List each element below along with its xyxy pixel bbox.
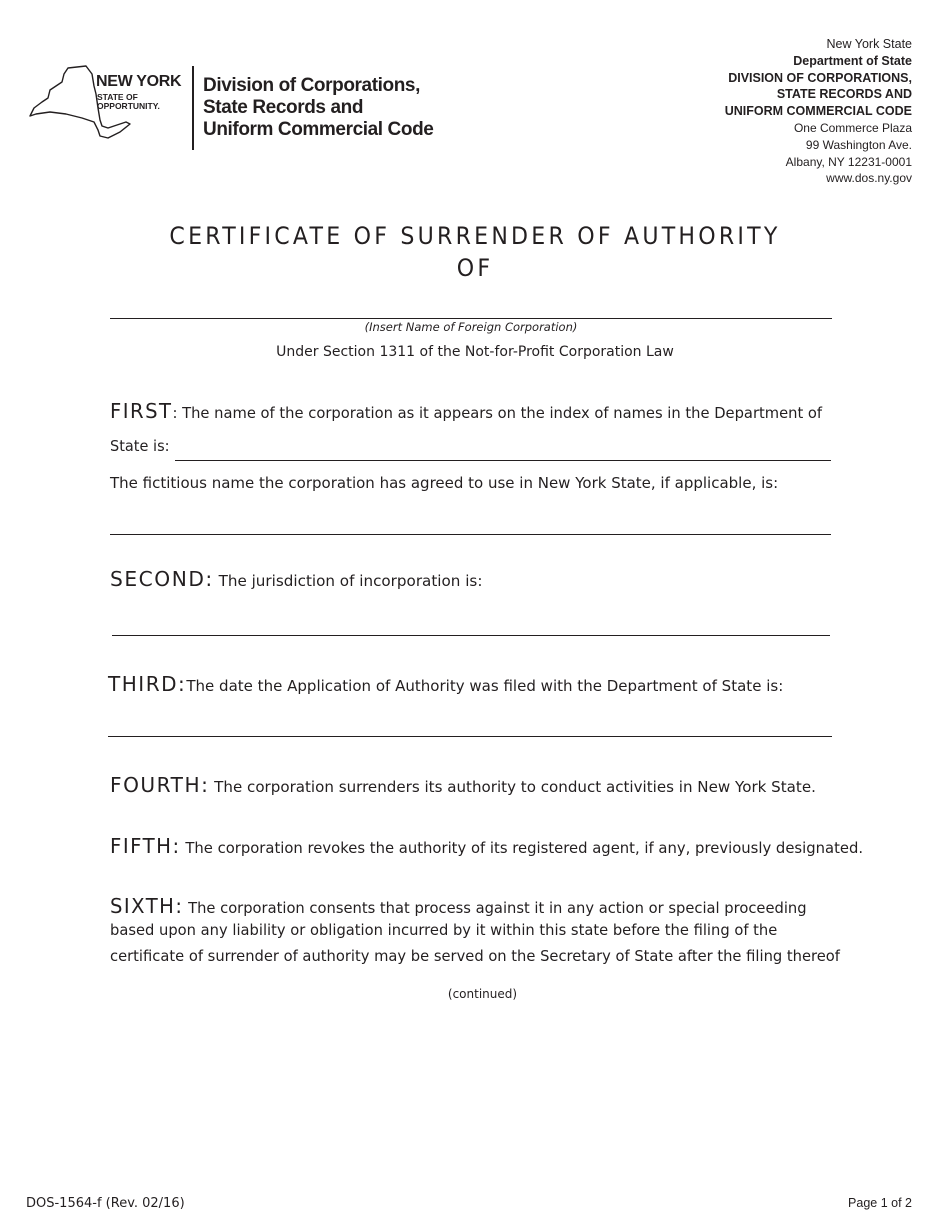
second-section [110, 566, 482, 594]
corporation-name-field[interactable] [110, 318, 832, 319]
logo-tagline-line1: STATE OF [97, 92, 138, 102]
statute-reference: Under Section 1311 of the Not-for-Profit Corporation Law [276, 344, 674, 360]
second-label: SECOND: [110, 567, 214, 591]
continued-note: (continued) [447, 987, 518, 1001]
third-section [108, 671, 783, 699]
second-text: The jurisdiction of incorporation is: [213, 572, 483, 590]
division-line-3: Uniform Commercial Code [203, 119, 434, 140]
fifth-text: The corporation revokes the authority of its registered agent, if any, previously designated. [180, 839, 864, 857]
fourth-section [110, 772, 816, 800]
corporation-index-name-field[interactable] [175, 460, 831, 461]
logo-tagline [97, 93, 160, 111]
address-division-3: UNIFORM COMMERCIAL CODE [724, 104, 912, 119]
jurisdiction-field[interactable] [112, 635, 830, 636]
department-address [725, 36, 912, 187]
sixth-text-line-2: based upon any liability or obligation incurred by it within this state before the filing of the [110, 921, 778, 939]
division-name [203, 75, 433, 141]
sixth-section [110, 893, 840, 969]
first-state-is: State is: [110, 437, 170, 455]
first-section [110, 398, 822, 426]
sixth-label: SIXTH: [110, 894, 184, 918]
address-state: New York State [826, 37, 912, 51]
sixth-text-line-1: The corporation consents that process against it in any action or special proceeding [183, 899, 807, 917]
address-division-1: DIVISION OF CORPORATIONS, [728, 70, 912, 85]
form-number: DOS-1564-f (Rev. 02/16) [26, 1196, 185, 1211]
logo-tagline-line2: OPPORTUNITY. [97, 101, 160, 111]
page-number: Page 1 of 2 [848, 1196, 912, 1210]
sixth-text-line-3: certificate of surrender of authority may be served on the Secretary of State after the filing thereof [110, 947, 840, 965]
address-city: Albany, NY 12231-0001 [785, 154, 912, 169]
logo-state-name: NEW YORK [96, 73, 182, 90]
first-label: FIRST [110, 399, 173, 423]
address-street-2: 99 Washington Ave. [805, 137, 912, 152]
address-street-1: One Commerce Plaza [793, 120, 912, 135]
address-department: Department of State [793, 53, 912, 68]
fifth-label: FIFTH: [110, 834, 181, 858]
division-line-1: Division of Corporations, [203, 75, 420, 96]
application-date-field[interactable] [108, 736, 832, 737]
title-line-2: OF [456, 254, 494, 282]
third-text: The date the Application of Authority was filed with the Department of State is: [186, 677, 784, 695]
division-line-2: State Records and [203, 97, 364, 118]
logo-divider [192, 66, 194, 150]
fifth-section [110, 833, 863, 861]
title-line-1: CERTIFICATE OF SURRENDER OF AUTHORITY [169, 222, 781, 250]
first-text: : The name of the corporation as it appears on the index of names in the Department of [172, 404, 823, 422]
document-title [38, 220, 912, 284]
address-website: www.dos.ny.gov [826, 171, 912, 186]
third-label: THIRD: [108, 672, 187, 696]
fictitious-name-field[interactable] [110, 534, 831, 535]
address-division-2: STATE RECORDS AND [776, 87, 912, 102]
fourth-label: FOURTH: [110, 773, 210, 797]
fictitious-name-label: The fictitious name the corporation has agreed to use in New York State, if applicable, is: [110, 474, 779, 492]
fourth-text: The corporation surrenders its authority to conduct activities in New York State. [209, 778, 816, 796]
insert-name-hint: (Insert Name of Foreign Corporation) [364, 320, 578, 334]
